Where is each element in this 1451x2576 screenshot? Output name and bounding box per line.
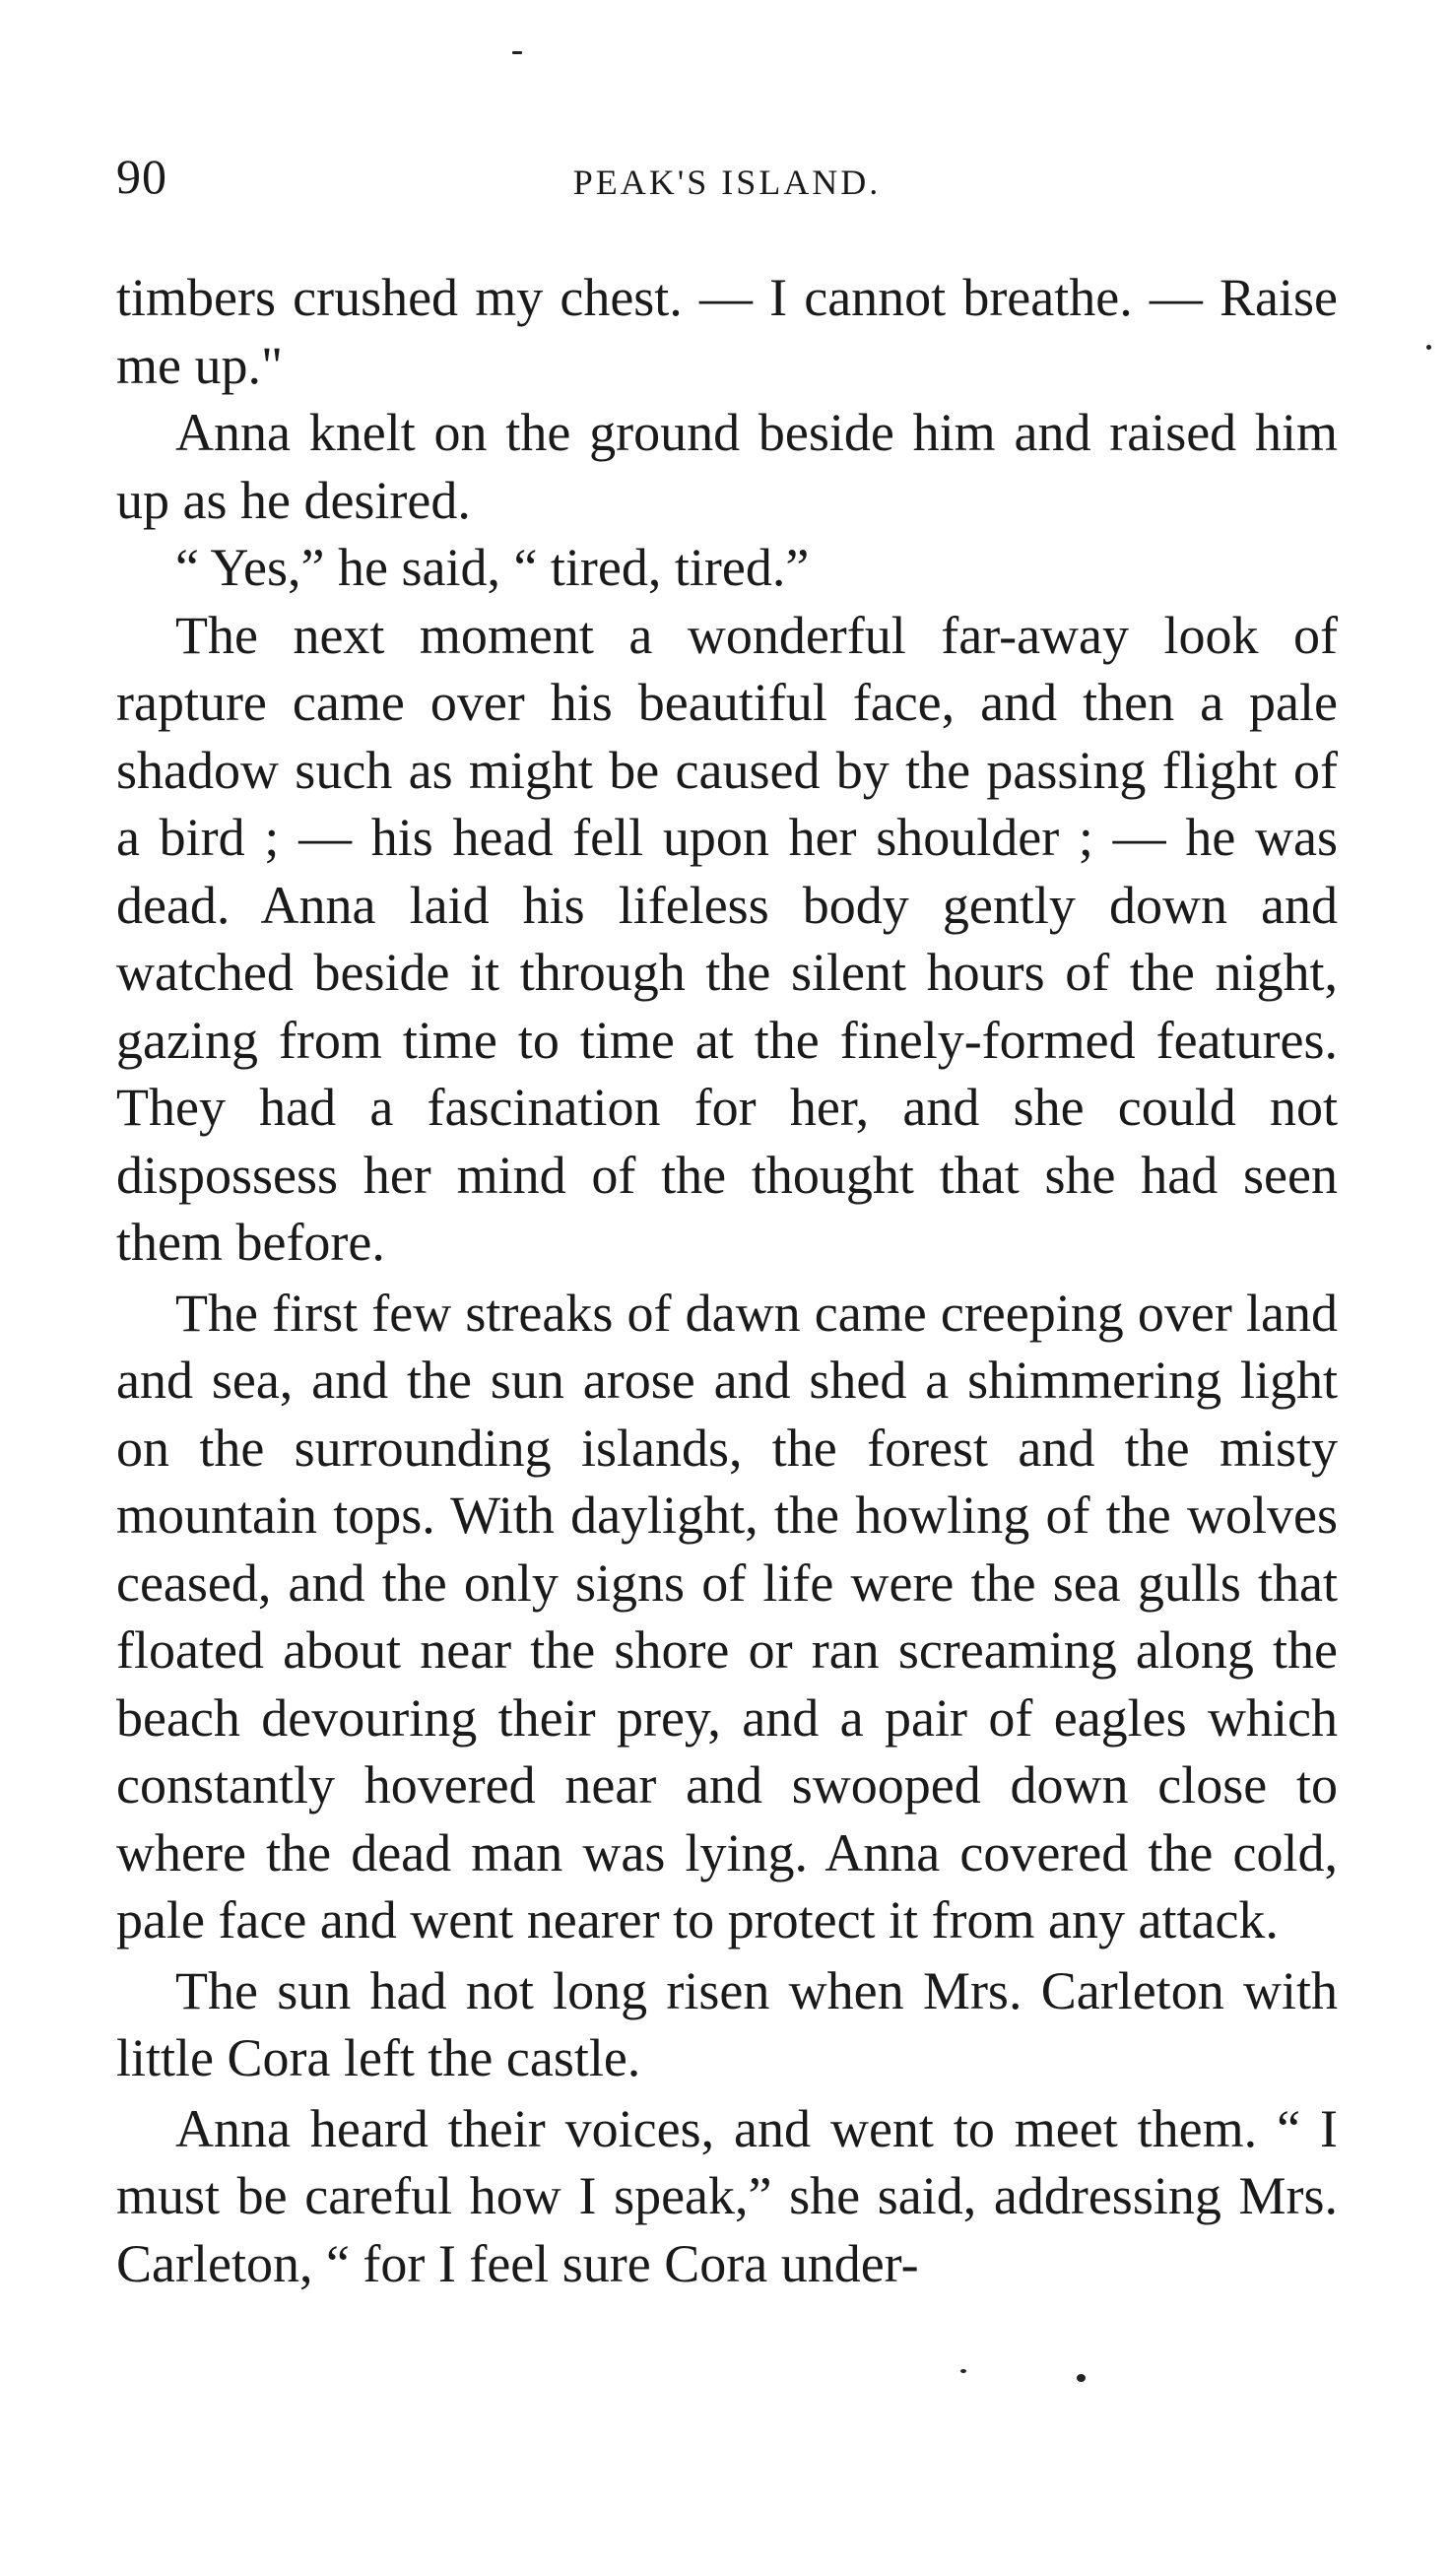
page-header: [116, 148, 1338, 217]
paragraph: Anna heard their voices, and went to meet them. “ I must be careful how I speak,” she said, addressing Mrs. Carleton, “ for I feel sure Cora under-: [116, 2098, 1338, 2293]
paragraph: timbers crushed my chest. — I cannot breathe. — Raise me up.": [116, 268, 1338, 395]
print-speck: [1077, 2374, 1086, 2382]
paragraph: The next moment a wonderful far-away look of rapture came over his beautiful face, and then a pale shadow such as might be caused by the passing flight of a bird ; — his head fell upon her shoulder ; — he was dead. Anna laid his lifeless body gently down and watched beside it through the silent hours of the night, gazing from time to time at the finely-formed features. They had a fascination for her, and she could not dispossess her mind of the thought that she had seen them before.: [116, 605, 1338, 1272]
paragraph: The first few streaks of dawn came creeping over land and sea, and the sun arose and shed a shimmering light on the surrounding islands, the forest and the misty mountain tops. With daylight, the howling of the wolves ceased, and the only signs of life were the sea gulls that floated about near the shore or ran screaming along the beach devouring their prey, and a pair of eagles which constantly hovered near and swooped down close to where the dead man was lying. Anna covered the cold, pale face and went nearer to protect it from any attack.: [116, 1283, 1338, 1949]
print-speck: [512, 51, 522, 54]
paragraph: “ Yes,” he said, “ tired, tired.”: [175, 538, 810, 597]
print-speck: [960, 2369, 966, 2373]
running-head: PEAK'S ISLAND.: [572, 163, 882, 202]
body-text: [116, 264, 1338, 2297]
page-number: 90: [116, 149, 167, 204]
paragraph: Anna knelt on the ground beside him and raised him up as he desired.: [116, 403, 1338, 530]
paragraph: The sun had not long risen when Mrs. Carleton with little Cora left the castle.: [116, 1960, 1338, 2087]
print-speck: [1426, 345, 1431, 350]
